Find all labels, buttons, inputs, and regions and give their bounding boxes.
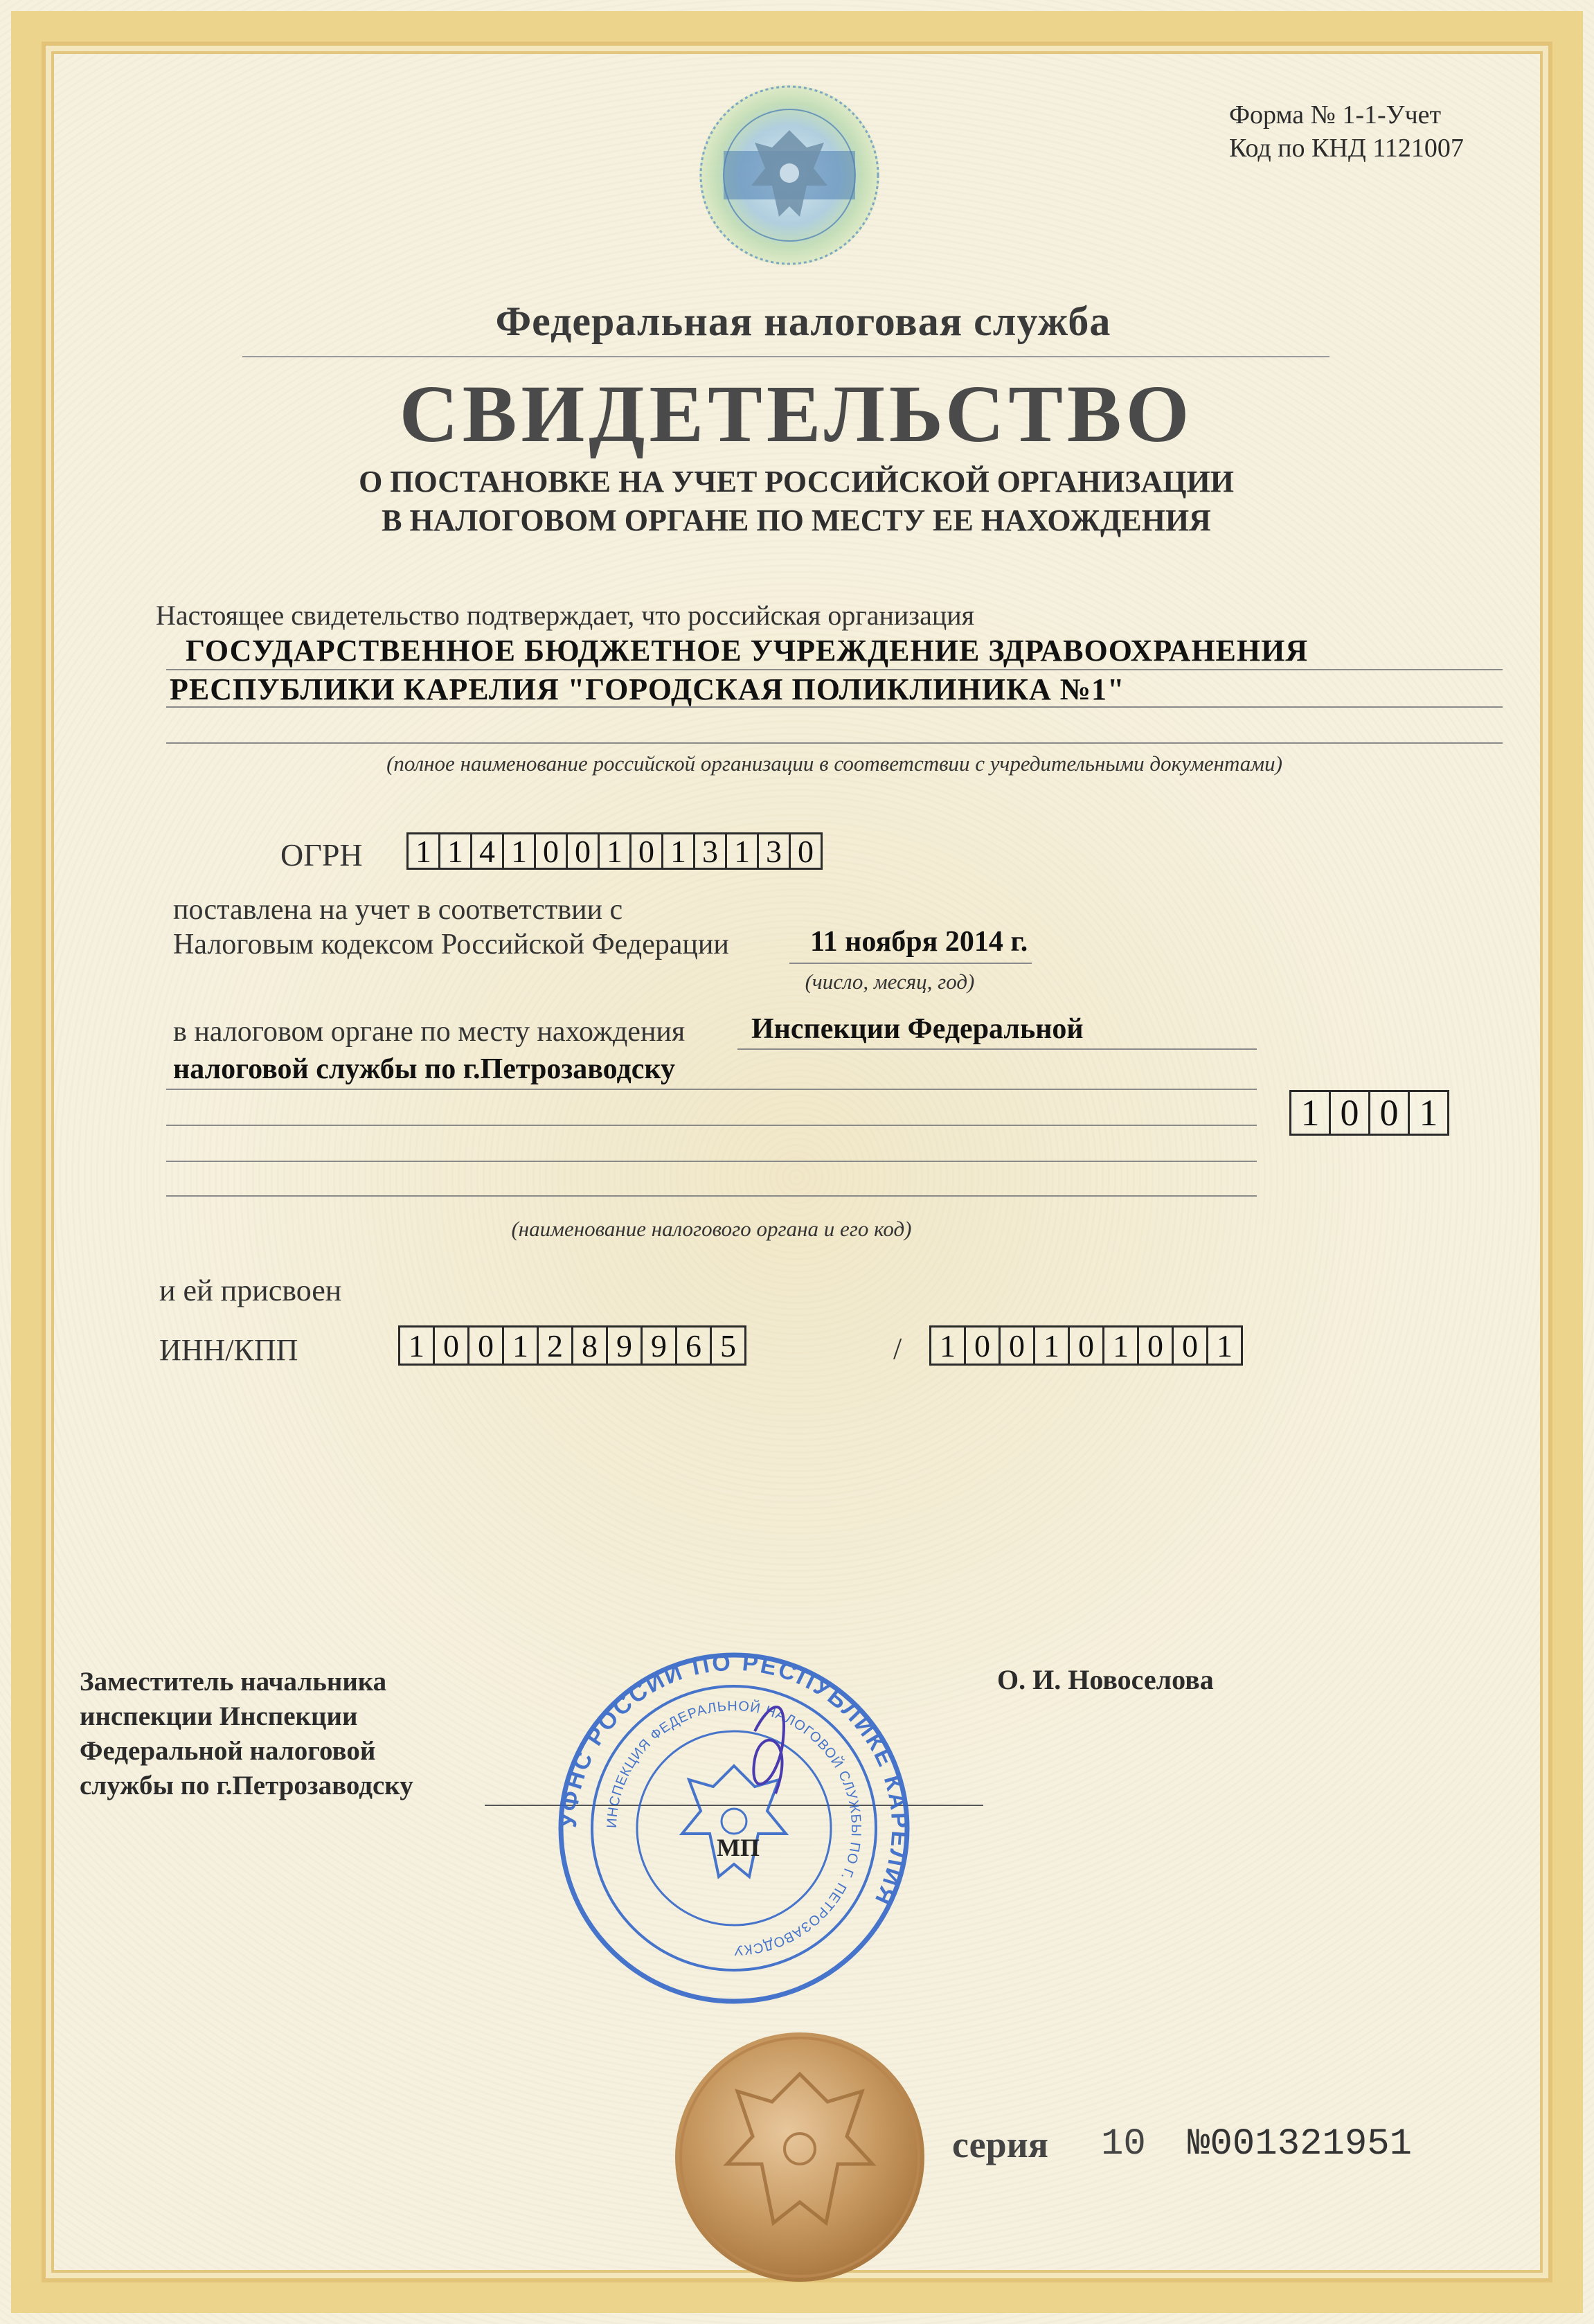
assigned-label: и ей присвоен xyxy=(159,1273,342,1307)
kpp-digit: 1 xyxy=(1102,1325,1139,1366)
signer-name: О. И. Новоселова xyxy=(997,1664,1214,1695)
kpp-digit: 0 xyxy=(999,1325,1035,1366)
ogrn-digit: 0 xyxy=(629,832,663,870)
tax-office-name-line-1: Инспекции Федеральной xyxy=(751,1013,1084,1045)
official-stamp-icon xyxy=(547,1648,921,2008)
tax-office-code-digit: 0 xyxy=(1329,1090,1370,1136)
ogrn-digit: 0 xyxy=(789,832,823,870)
signer-title xyxy=(80,1665,509,1803)
serial-number: №001321951 xyxy=(1188,2123,1413,2165)
date-caption: (число, месяц, год) xyxy=(805,969,975,994)
ogrn-digit: 3 xyxy=(757,832,791,870)
tax-office-prefix: в налоговом органе по месту нахождения xyxy=(173,1016,686,1048)
intro-text: Настоящее свидетельство подтверждает, что российская организация xyxy=(156,600,975,631)
ogrn-digit: 1 xyxy=(661,832,695,870)
kpp-digit: 0 xyxy=(1068,1325,1104,1366)
document-subtitle xyxy=(208,463,1385,540)
tax-office-code-digit: 1 xyxy=(1408,1090,1449,1136)
organization-caption: (полное наименование российской организации в соответствии с учредительными документами) xyxy=(386,751,1282,776)
svg-text:УФНС РОССИИ ПО РЕСПУБЛИКЕ КАРЕ xyxy=(555,1650,913,1911)
underline xyxy=(166,1089,1257,1090)
stamp-outer-text: УФНС РОССИИ ПО РЕСПУБЛИКЕ КАРЕЛИЯ xyxy=(555,1649,913,1911)
subtitle-line-1: О ПОСТАНОВКЕ НА УЧЕТ РОССИЙСКОЙ ОРГАНИЗАЦИИ xyxy=(359,465,1234,499)
kpp-cells xyxy=(931,1325,1243,1366)
underline xyxy=(166,669,1503,670)
tax-office-name-line-2: налоговой службы по г.Петрозаводску xyxy=(173,1053,675,1085)
subtitle-line-2: В НАЛОГОВОМ ОРГАНЕ ПО МЕСТУ ЕЕ НАХОЖДЕНИЯ xyxy=(382,503,1211,537)
ogrn-digit: 0 xyxy=(534,832,568,870)
organization-name-line-1: ГОСУДАРСТВЕННОЕ БЮДЖЕТНОЕ УЧРЕЖДЕНИЕ ЗДРАВООХРАНЕНИЯ xyxy=(186,634,1309,668)
svg-text:ИНСПЕКЦИЯ ФЕДЕРАЛЬНОЙ НАЛОГОВО xyxy=(605,1699,863,1958)
inn-digit: 5 xyxy=(710,1325,746,1366)
inn-digit: 0 xyxy=(433,1325,469,1366)
underline xyxy=(166,1195,1257,1197)
registration-line-1: поставлена на учет в соответствии с xyxy=(173,894,623,926)
registration-date: 11 ноября 2014 г. xyxy=(810,926,1028,958)
knd-code: Код по КНД 1121007 xyxy=(1229,134,1464,163)
inn-digit: 0 xyxy=(467,1325,504,1366)
kpp-digit: 0 xyxy=(1172,1325,1208,1366)
kpp-digit: 0 xyxy=(1137,1325,1174,1366)
inn-digit: 9 xyxy=(606,1325,643,1366)
inn-cells xyxy=(400,1325,746,1366)
gold-seal-icon xyxy=(668,2026,931,2289)
ogrn-digit: 1 xyxy=(406,832,440,870)
series-value: 10 xyxy=(1101,2123,1146,2165)
form-number: Форма № 1-1-Учет xyxy=(1229,100,1442,129)
kpp-digit: 1 xyxy=(929,1325,966,1366)
signer-line-1: Заместитель начальника xyxy=(80,1667,387,1697)
organization-name-line-2: РЕСПУБЛИКИ КАРЕЛИЯ "ГОРОДСКАЯ ПОЛИКЛИНИКА №1" xyxy=(170,672,1125,706)
divider xyxy=(242,356,1329,357)
inn-kpp-label: ИНН/КПП xyxy=(159,1333,298,1367)
underline xyxy=(166,1125,1257,1126)
series-label: серия xyxy=(952,2124,1048,2165)
underline xyxy=(166,706,1503,708)
signer-line-3: Федеральной налоговой xyxy=(80,1736,376,1766)
tax-office-code-digit: 1 xyxy=(1289,1090,1331,1136)
tax-office-code-cells xyxy=(1291,1090,1449,1136)
tax-office-code-digit: 0 xyxy=(1368,1090,1410,1136)
registration-line-2: Налоговым кодексом Российской Федерации xyxy=(173,929,729,960)
inn-kpp-separator: / xyxy=(893,1332,902,1366)
underline xyxy=(789,963,1032,964)
ogrn-digit: 4 xyxy=(470,832,504,870)
stamp-mark: МП xyxy=(717,1834,760,1861)
document-title: СВИДЕТЕЛЬСТВО xyxy=(399,368,1194,459)
ogrn-digit: 1 xyxy=(725,832,759,870)
tax-office-caption: (наименование налогового органа и его код) xyxy=(511,1217,912,1241)
hologram-emblem-icon xyxy=(696,82,883,269)
ogrn-digit: 3 xyxy=(693,832,727,870)
ogrn-digit: 1 xyxy=(438,832,472,870)
ogrn-label: ОГРН xyxy=(280,837,363,873)
stamp-inner-text: ИНСПЕКЦИЯ ФЕДЕРАЛЬНОЙ НАЛОГОВОЙ СЛУЖБЫ ПО Г. ПЕТРОЗАВОДСКУ xyxy=(604,1698,864,1958)
ogrn-digit: 1 xyxy=(598,832,632,870)
underline xyxy=(166,1161,1257,1162)
ogrn-digit: 1 xyxy=(502,832,536,870)
agency-name: Федеральная налоговая служба xyxy=(495,298,1111,344)
kpp-digit: 0 xyxy=(964,1325,1001,1366)
underline xyxy=(166,742,1503,744)
inn-digit: 1 xyxy=(502,1325,539,1366)
form-code xyxy=(1229,98,1520,165)
inn-digit: 8 xyxy=(571,1325,608,1366)
kpp-digit: 1 xyxy=(1033,1325,1070,1366)
inn-digit: 1 xyxy=(398,1325,435,1366)
inn-digit: 9 xyxy=(641,1325,677,1366)
signer-line-4: службы по г.Петрозаводску xyxy=(80,1771,413,1800)
ogrn-cells xyxy=(409,832,823,870)
inn-digit: 2 xyxy=(537,1325,573,1366)
signer-line-2: инспекции Инспекции xyxy=(80,1701,358,1731)
kpp-digit: 1 xyxy=(1206,1325,1243,1366)
inn-digit: 6 xyxy=(675,1325,712,1366)
underline xyxy=(737,1048,1257,1050)
ogrn-digit: 0 xyxy=(566,832,600,870)
